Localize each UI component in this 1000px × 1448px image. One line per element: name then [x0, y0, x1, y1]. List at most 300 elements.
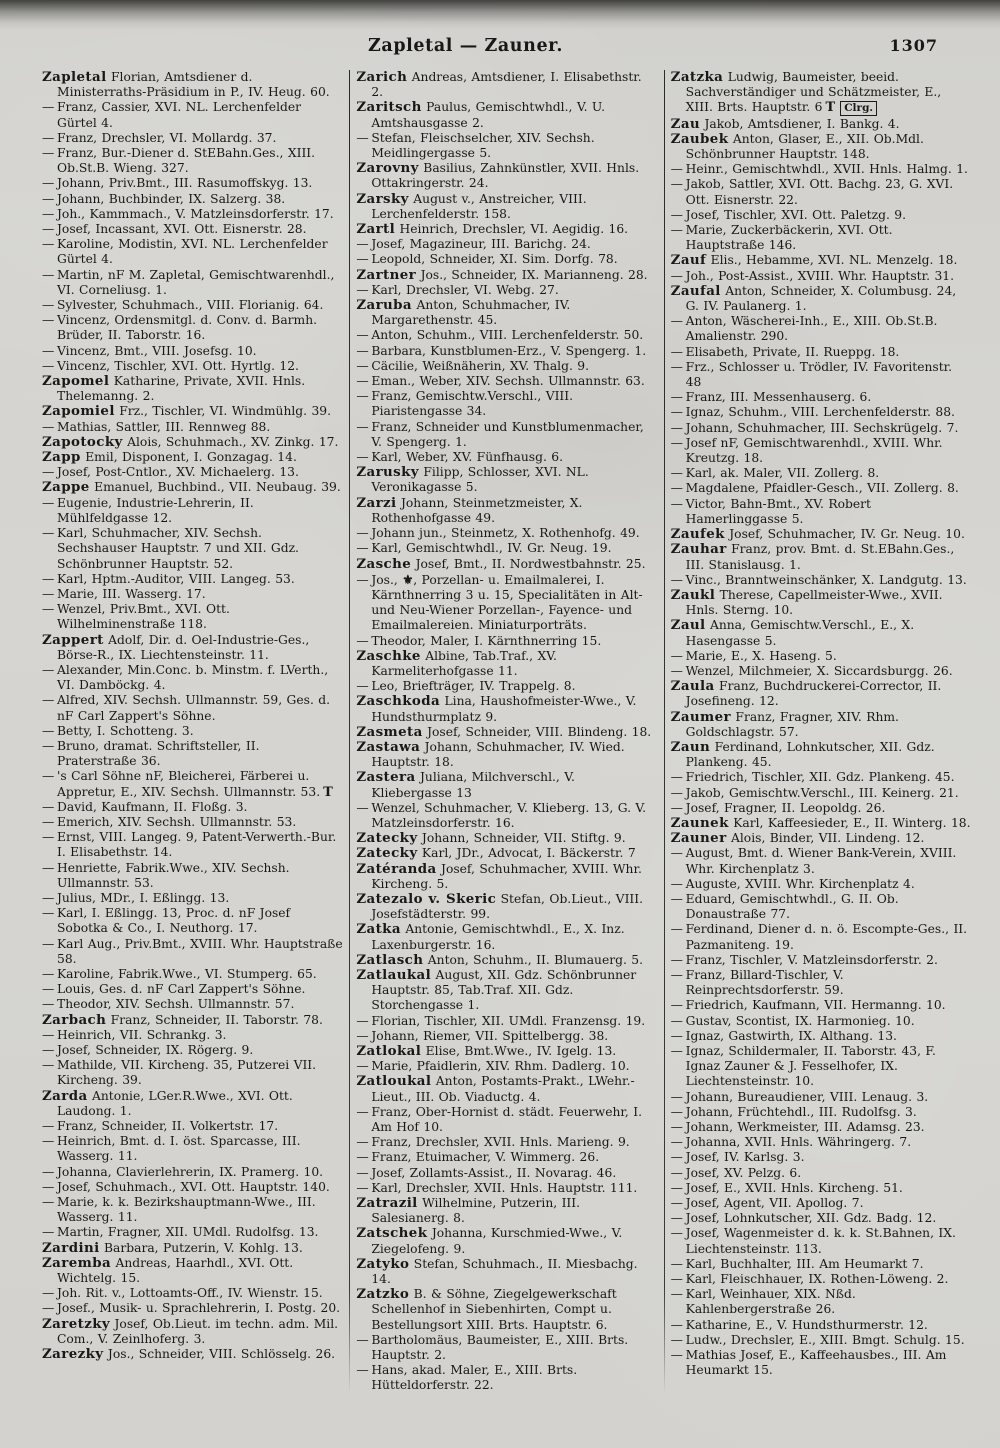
- entry-text: Franz, Schneider und Kunstblumenmacher, V. Spengerg. 1.: [371, 419, 644, 449]
- entry-text: Emil, Disponent, I. Gonzagag. 14.: [85, 450, 297, 465]
- entry-text: Eugenie, Industrie-Lehrerin, II. Mühlfeldgasse 12.: [57, 495, 254, 525]
- directory-entry: [356, 740, 657, 770]
- entry-surname: Zatlasch: [356, 951, 424, 968]
- entry-text: Sylvester, Schuhmach., VIII. Florianig. 64.: [57, 298, 324, 313]
- directory-entry: [671, 1105, 972, 1120]
- entry-text: Karl, Schuhmacher, XIV. Sechsh. Sechshauser Hauptstr. 7 und XII. Gdz. Schönbrunner Hauptstr. 52.: [57, 526, 299, 571]
- ditto-dash: —: [42, 100, 55, 115]
- ditto-dash: —: [42, 176, 55, 191]
- entry-text: Eduard, Gemischtwhdl., G. II. Ob. Donaustraße 77.: [685, 891, 899, 922]
- directory-entry: [356, 1196, 657, 1226]
- directory-entry: [356, 465, 657, 495]
- directory-entry: [356, 100, 657, 130]
- entry-surname: Zappe: [42, 479, 90, 496]
- ditto-dash: —: [42, 343, 55, 358]
- directory-entry: [42, 1180, 343, 1195]
- entry-text: Franz, Tischler, V. Matzleinsdorferstr. 2.: [685, 952, 938, 967]
- directory-entry: [671, 1014, 972, 1029]
- entry-surname: Zaretzky: [42, 1315, 111, 1332]
- entry-text: Josef, Magazineur, III. Barichg. 24.: [371, 237, 591, 252]
- directory-entry: [42, 131, 343, 146]
- ditto-dash: —: [42, 206, 55, 221]
- ditto-dash: —: [670, 435, 683, 450]
- entry-text: Johann, Schuhmacher, IV. Wied. Hauptstr. 18.: [371, 739, 625, 770]
- directory-entry: [671, 846, 972, 876]
- entry-text: Albine, Tab.Traf., XV. Karmeliterhofgasse 11.: [371, 648, 557, 678]
- scan-edge-shadow: [0, 0, 1000, 30]
- ditto-dash: —: [42, 130, 55, 145]
- directory-entry: [42, 1013, 343, 1028]
- entry-text: Anna, Gemischtw.Verschl., E., X. Hasengasse 5.: [685, 618, 915, 648]
- directory-entry: [42, 1043, 343, 1058]
- entry-text: Karl, Buchhalter, III. Am Heumarkt 7.: [685, 1256, 924, 1271]
- entry-text: Friedrich, Tischler, XII. Gdz. Plankeng. 45.: [685, 770, 955, 785]
- directory-entry: [671, 816, 972, 831]
- directory-entry: [42, 526, 343, 572]
- directory-entry: [42, 100, 343, 130]
- directory-entry: [356, 770, 657, 800]
- ditto-dash: —: [670, 663, 683, 678]
- entry-surname: Zatecky: [356, 845, 418, 862]
- directory-entry: [42, 724, 343, 739]
- entry-text: Karl, Drechsler, VI. Webg. 27.: [371, 282, 559, 297]
- entry-text: Franz, Fragner, XIV. Rhm. Goldschlagstr. 57.: [685, 709, 899, 739]
- directory-entry: [42, 192, 343, 207]
- ditto-dash: —: [356, 1180, 369, 1195]
- entry-surname: Zapotocky: [42, 433, 123, 450]
- directory-entry: [671, 786, 972, 801]
- ditto-dash: —: [42, 586, 55, 601]
- directory-entry: [356, 1363, 657, 1393]
- entry-surname: Zauhar: [670, 541, 727, 558]
- directory-entry: [356, 694, 657, 724]
- ditto-dash: —: [356, 679, 369, 694]
- entry-text: Karl, Kaffeesieder, E., II. Winterg. 18.: [733, 815, 971, 830]
- ditto-dash: —: [356, 130, 369, 145]
- entry-text: Anton, Wäscherei-Inh., E., XIII. Ob.St.B. Amalienstr. 290.: [685, 314, 938, 344]
- entry-surname: Zatloukal: [356, 1073, 432, 1090]
- entry-text: Karl, ak. Maler, VII. Zollerg. 8.: [685, 466, 880, 481]
- directory-entry: [356, 344, 657, 359]
- ditto-dash: —: [42, 1058, 55, 1073]
- entry-surname: Zarzi: [356, 494, 397, 511]
- entry-surname: Zarezky: [42, 1346, 104, 1363]
- entry-text: Franz, Schneider, II. Taborstr. 78.: [110, 1012, 323, 1027]
- entry-text: Jos., Schneider, IX. Marianneng. 28.: [420, 267, 648, 282]
- ditto-dash: —: [42, 358, 55, 373]
- ditto-dash: —: [356, 252, 369, 267]
- entry-text: Josef, Fragner, II. Leopoldg. 26.: [685, 800, 886, 815]
- directory-entry: [42, 480, 343, 495]
- directory-entry: [42, 1134, 343, 1164]
- ditto-dash: —: [670, 390, 683, 405]
- telephone-icon: T: [323, 784, 333, 800]
- directory-entry: [42, 1089, 343, 1119]
- ditto-dash: —: [42, 982, 55, 997]
- directory-entry: [356, 192, 657, 222]
- ditto-dash: —: [356, 1104, 369, 1119]
- entry-surname: Zaun: [670, 738, 711, 755]
- ditto-dash: —: [670, 466, 683, 481]
- directory-entry: [356, 1014, 657, 1029]
- entry-surname: Zaritsch: [356, 99, 422, 116]
- entry-text: Josef, Ob.Lieut. im techn. adm. Mil. Com., V. Zeinlhoferg. 3.: [57, 1316, 339, 1346]
- directory-entry: [356, 222, 657, 237]
- entry-text: Josef, Schneider, VIII. Blindeng. 18.: [427, 724, 652, 739]
- directory-entry: [356, 541, 657, 556]
- directory-entry: [671, 481, 972, 496]
- entry-text: Joh., Kammmach., V. Matzleinsdorferstr. 17.: [57, 206, 334, 221]
- ditto-dash: —: [356, 633, 369, 648]
- ditto-dash: —: [42, 313, 55, 328]
- directory-entry: [671, 284, 972, 314]
- directory-entry: [671, 421, 972, 436]
- entry-text: Vincenz, Bmt., VIII. Josefsg. 10.: [57, 343, 257, 358]
- entry-surname: Zatzka: [670, 69, 724, 85]
- directory-entry: [671, 1135, 972, 1150]
- directory-entry: [42, 496, 343, 526]
- entry-surname: Zarbach: [42, 1011, 107, 1028]
- directory-entry: [42, 344, 343, 359]
- directory-entry: [356, 420, 657, 450]
- entry-text: August, XII. Gdz. Schönbrunner Hauptstr. 85, Tab.Traf. XII. Gdz. Storchengasse 1.: [371, 967, 637, 1013]
- directory-entry: [671, 770, 972, 785]
- entry-surname: Zaunek: [670, 814, 729, 831]
- entry-text: Wilhelmine, Putzerin, III. Salesianerg. 8.: [371, 1196, 581, 1226]
- entry-text: , Porzellan- u. Emailmalerei, I. Kärnthnerring 3 u. 15, Specialitäten in Alt- und Neu-Wiener Porzellan-, Fayence- und Emailmalereien. Miniaturporträts.: [371, 572, 643, 633]
- directory-entry: [42, 1286, 343, 1301]
- entry-text: Ignaz, Schuhm., VIII. Lerchenfelderstr. 88.: [685, 405, 955, 420]
- entry-surname: Zau: [670, 115, 701, 132]
- directory-entry: [356, 1333, 657, 1363]
- entry-text: Franz, Cassier, XVI. NL. Lerchenfelder Gürtel 4.: [57, 100, 302, 130]
- entry-text: Josef, Schneider, IX. Rögerg. 9.: [57, 1043, 254, 1057]
- ditto-dash: —: [670, 846, 683, 861]
- entry-text: Ernst, VIII. Langeg. 9, Patent-Verwerth.-Bur. I. Elisabethstr. 14.: [57, 830, 337, 860]
- directory-entry: [356, 268, 657, 283]
- ditto-dash: —: [42, 526, 55, 541]
- directory-entry: [42, 420, 343, 435]
- directory-entry: [42, 587, 343, 602]
- entry-text: Josef., Musik- u. Sprachlehrerin, I. Postg. 20.: [57, 1301, 341, 1316]
- entry-text: Basilius, Zahnkünstler, XVII. Hnls. Ottakringerstr. 24.: [371, 161, 640, 191]
- entry-surname: Zapomel: [42, 373, 110, 390]
- ditto-dash: —: [42, 1134, 55, 1149]
- directory-entry: [42, 207, 343, 222]
- ditto-dash: —: [670, 998, 683, 1013]
- entry-text: Marie, k. k. Bezirkshauptmann-Wwe., III. Wasserg. 11.: [57, 1195, 316, 1225]
- entry-surname: Zarsky: [356, 190, 409, 207]
- ditto-dash: —: [356, 450, 369, 465]
- entry-text: Anton, Schuhm., II. Blumauerg. 5.: [427, 952, 644, 967]
- directory-entry: [42, 1119, 343, 1134]
- ditto-dash: —: [670, 1028, 683, 1043]
- ditto-dash: —: [42, 1027, 55, 1042]
- entry-text: Cäcilie, Weißnäherin, XV. Thalg. 9.: [371, 358, 590, 373]
- entry-text: Alois, Binder, VII. Lindeng. 12.: [730, 831, 925, 846]
- directory-entry: [671, 527, 972, 542]
- ditto-dash: —: [42, 1286, 55, 1301]
- entry-text: Joh., Post-Assist., XVIII. Whr. Hauptstr. 31.: [685, 268, 955, 283]
- directory-entry: [671, 1120, 972, 1135]
- entry-surname: Zapomiel: [42, 403, 115, 420]
- ditto-dash: —: [670, 496, 683, 511]
- entry-text: Marie, Pfaidlerin, XIV. Rhm. Dadlerg. 10.: [371, 1059, 630, 1074]
- entry-text: Jakob, Gemischtw.Verschl., III. Keinerg. 21.: [685, 785, 959, 800]
- entry-text: Barbara, Kunstblumen-Erz., V. Spengerg. 1.: [371, 343, 647, 358]
- directory-entry: [42, 663, 343, 693]
- entry-text: Karl, Gemischtwhdl., IV. Gr. Neug. 19.: [371, 541, 612, 556]
- ditto-dash: —: [670, 800, 683, 815]
- entry-surname: Zauf: [670, 252, 707, 269]
- entry-text: Franz, Bur.-Diener d. StEBahn.Ges., XIII. Ob.St.B. Wieng. 327.: [57, 146, 316, 176]
- entry-text: Josef, Tischler, XVI. Ott. Paletzg. 9.: [685, 207, 907, 222]
- entry-text: David, Kaufmann, II. Floßg. 3.: [57, 799, 248, 814]
- directory-entry: [356, 298, 657, 328]
- ditto-dash: —: [42, 830, 55, 845]
- entry-surname: Zaubek: [670, 130, 729, 147]
- directory-entry: [42, 1347, 343, 1362]
- ditto-dash: —: [356, 572, 369, 587]
- entry-surname: Zaul: [670, 617, 706, 634]
- directory-entry: [42, 800, 343, 815]
- entry-text: Josef, Wagenmeister d. k. k. St.Bahnen, IX. Liechtensteinstr. 113.: [685, 1226, 956, 1256]
- ditto-dash: —: [42, 693, 55, 708]
- entry-text: Franz, III. Messenhauserg. 6.: [685, 390, 872, 405]
- directory-entry: [671, 314, 972, 344]
- entry-text: Johanna, Clavierlehrerin, IX. Pramerg. 10.: [57, 1164, 324, 1179]
- entry-surname: Zaumer: [670, 708, 731, 725]
- directory-entry: [671, 618, 972, 648]
- directory-entry: [356, 649, 657, 679]
- entry-text: Jakob, Sattler, XVI. Ott. Bachg. 23, G. XVI. Ott. Eisnerstr. 22.: [685, 177, 954, 207]
- directory-entry: [356, 572, 657, 634]
- entry-text: Anton, Postamts-Prakt., LWehr.-Lieut., III. Ob. Viaductg. 4.: [371, 1074, 635, 1104]
- entry-text: Josef, Lohnkutscher, XII. Gdz. Badg. 12.: [685, 1211, 937, 1226]
- entry-text: Lina, Haushofmeister-Wwe., V. Hundsthurmplatz 9.: [371, 694, 637, 724]
- directory-entry: [356, 161, 657, 191]
- directory-entry: [671, 1318, 972, 1333]
- ditto-dash: —: [670, 1287, 683, 1302]
- directory-entry: [356, 237, 657, 252]
- ditto-dash: —: [670, 223, 683, 238]
- entry-surname: Zarovny: [356, 160, 419, 177]
- clrg-badge: Clrg.: [840, 101, 877, 116]
- ditto-dash: —: [670, 1044, 683, 1058]
- directory-entry: [671, 877, 972, 892]
- directory-entry: [42, 268, 343, 298]
- directory-entry: [356, 283, 657, 298]
- entry-text: Josef, Schuhmacher, IV. Gr. Neug. 10.: [729, 527, 965, 542]
- directory-entry: [671, 649, 972, 664]
- entry-text: Josef, IV. Karlsg. 3.: [685, 1150, 805, 1165]
- ditto-dash: —: [670, 785, 683, 800]
- entry-text: Martin, nF M. Zapletal, Gemischtwarenhdl., VI. Corneliusg. 1.: [57, 267, 335, 297]
- directory-entry: [671, 1029, 972, 1044]
- ditto-dash: —: [42, 1179, 55, 1194]
- column-1: [42, 70, 343, 1362]
- directory-entry: [356, 846, 657, 861]
- entry-text: Johann jun., Steinmetz, X. Rothenhofg. 49.: [371, 526, 640, 541]
- entry-surname: Zapp: [42, 449, 81, 466]
- ditto-dash: —: [670, 1256, 683, 1271]
- ditto-dash: —: [670, 922, 683, 937]
- ditto-dash: —: [356, 1028, 369, 1043]
- entry-surname: Zatezalo v. Skeric: [356, 890, 497, 907]
- entry-text: Filipp, Schlosser, XVI. NL. Veronikagasse 5.: [371, 465, 589, 495]
- entry-text: Karl, JDr., Advocat, I. Bäckerstr. 7: [421, 846, 636, 861]
- entry-text: Mathias, Sattler, III. Rennweg 88.: [57, 419, 271, 434]
- directory-entry: [671, 801, 972, 816]
- entry-text: Victor, Bahn-Bmt., XV. Robert Hamerlinggasse 5.: [685, 496, 871, 526]
- ditto-dash: —: [356, 541, 369, 556]
- entry-text: Ferdinand, Diener d. n. ö. Escompte-Ges., II. Pazmaniteng. 19.: [685, 922, 968, 952]
- entry-surname: Zasmeta: [356, 723, 423, 740]
- directory-entry: [356, 557, 657, 572]
- ditto-dash: —: [670, 1211, 683, 1226]
- ditto-dash: —: [42, 1195, 55, 1210]
- ditto-dash: —: [670, 1135, 683, 1150]
- entry-text: Betty, I. Schotteng. 3.: [57, 723, 194, 738]
- entry-surname: Zardini: [42, 1239, 100, 1256]
- ditto-dash: —: [42, 1043, 55, 1057]
- entry-text: Karl Aug., Priv.Bmt., XVIII. Whr. Hauptstraße 58.: [57, 936, 343, 966]
- ditto-dash: —: [670, 162, 683, 177]
- directory-entry: [356, 1105, 657, 1135]
- entry-text: Johann, Riemer, VII. Spittelbergg. 38.: [371, 1028, 609, 1043]
- directory-entry: [671, 1181, 972, 1196]
- ditto-dash: —: [670, 268, 683, 283]
- directory-entry: [671, 1272, 972, 1287]
- entry-surname: Zaruba: [356, 297, 413, 314]
- entry-text: Heinrich, Bmt. d. I. öst. Sparcasse, III. Wasserg. 11.: [57, 1134, 301, 1164]
- ditto-dash: —: [356, 526, 369, 541]
- directory-entry: [42, 237, 343, 267]
- entry-text: August, Bmt. d. Wiener Bank-Verein, XVIII. Whr. Kirchenplatz 3.: [685, 846, 957, 876]
- entry-text: Anton, Schuhm., VIII. Lerchenfelderstr. 50.: [371, 328, 644, 343]
- directory-entry: [671, 1090, 972, 1105]
- entry-text: Wenzel, Milchmeier, X. Siccardsburgg. 26.: [685, 663, 953, 678]
- column-2: [356, 70, 657, 1394]
- entry-text: Wenzel, Schuhmacher, V. Klieberg. 13, G. V. Matzleinsdorferstr. 16.: [371, 800, 647, 830]
- directory-entry: [42, 70, 343, 100]
- entry-text: Franz, Drechsler, XVII. Hnls. Marieng. 9.: [371, 1135, 630, 1150]
- directory-entry: [671, 253, 972, 268]
- entry-text: Franz, Billard-Tischler, V. Reinprechtsdorferstr. 59.: [685, 967, 844, 998]
- directory-entry: [356, 1257, 657, 1287]
- directory-entry: [42, 891, 343, 906]
- directory-entry: [42, 739, 343, 769]
- directory-entry: [356, 70, 657, 100]
- entry-text: Karoline, Fabrik.Wwe., VI. Stumperg. 65.: [57, 966, 317, 981]
- directory-entry: [671, 466, 972, 481]
- directory-entry: [671, 70, 972, 117]
- ditto-dash: —: [670, 1104, 683, 1119]
- entry-text: Emerich, XIV. Sechsh. Ullmannstr. 53.: [57, 814, 297, 829]
- ditto-dash: —: [356, 1363, 369, 1378]
- entry-text: Andreas, Haarhdl., XVI. Ott. Wichtelg. 15.: [57, 1255, 294, 1286]
- directory-entry: [356, 831, 657, 846]
- directory-entry: [671, 223, 972, 253]
- directory-entry: [671, 679, 972, 709]
- entry-text: Elise, Bmt.Wwe., IV. Igelg. 13.: [425, 1044, 617, 1058]
- entry-text: Karl, I. Eßlingg. 13, Proc. d. nF Josef Sobotka & Co., I. Neuthorg. 17.: [57, 906, 291, 936]
- directory-entry: [671, 1348, 972, 1378]
- entry-text: Antonie, Gemischtwhdl., E., X. Inz. Laxenburgerstr. 16.: [371, 922, 625, 952]
- entry-surname: Zarich: [356, 69, 408, 85]
- entry-text: Franz, Gemischtw.Verschl., VIII. Piaristengasse 34.: [371, 389, 574, 419]
- ditto-dash: —: [42, 890, 55, 905]
- directory-entry: [356, 389, 657, 419]
- entry-text: Heinr., Gemischtwhdl., XVII. Hnls. Halmg. 1.: [685, 162, 968, 177]
- entry-text: Mathias Josef, E., Kaffeehausbes., III. Am Heumarkt 15.: [685, 1348, 947, 1378]
- directory-entry: [671, 1196, 972, 1211]
- directory-entry: [356, 1166, 657, 1181]
- ditto-dash: —: [356, 374, 369, 389]
- ditto-dash: —: [670, 207, 683, 222]
- ditto-dash: —: [356, 328, 369, 343]
- directory-entry: [671, 1166, 972, 1181]
- directory-entry: [356, 679, 657, 694]
- directory-entry: [356, 1150, 657, 1165]
- entry-text: Bruno, dramat. Schriftsteller, II. Praterstraße 36.: [57, 738, 260, 769]
- directory-entry: [42, 313, 343, 343]
- ditto-dash: —: [42, 602, 55, 617]
- entry-text: Josef, Bmt., II. Nordwestbahnstr. 25.: [415, 556, 646, 571]
- entry-surname: Zaremba: [42, 1254, 112, 1271]
- entry-text: Josef, Post-Cntlor., XV. Michaelerg. 13.: [57, 465, 299, 480]
- directory-entry: [671, 892, 972, 922]
- ditto-dash: —: [356, 1135, 369, 1150]
- entry-text: August v., Anstreicher, VIII. Lerchenfelderstr. 158.: [371, 191, 587, 221]
- directory-entry: [671, 436, 972, 466]
- directory-entry: [356, 1074, 657, 1104]
- directory-entry: [671, 208, 972, 223]
- ditto-dash: —: [356, 389, 369, 404]
- directory-entry: [356, 1044, 657, 1059]
- entry-text: Leo, Briefträger, IV. Trappelg. 8.: [371, 679, 576, 694]
- entry-text: Vincenz, Ordensmitgl. d. Conv. d. Barmh. Brüder, II. Taborstr. 16.: [57, 313, 318, 343]
- entry-text: B. & Söhne, Ziegelgewerkschaft Schellenhof in Siebenhirten, Compt u. Bestellungsort XIII. Brts. Hauptstr. 6.: [371, 1287, 617, 1332]
- ditto-dash: —: [42, 237, 55, 252]
- directory-entry: [671, 968, 972, 998]
- entry-text: Johann, Bureaudiener, VIII. Lenaug. 3.: [685, 1089, 929, 1104]
- ditto-dash: —: [42, 799, 55, 814]
- entry-text: Franz, Drechsler, VI. Mollardg. 37.: [57, 130, 277, 145]
- directory-entry: [356, 953, 657, 968]
- entry-text: Martin, Fragner, XII. UMdl. Rudolfsg. 13.: [57, 1225, 319, 1240]
- directory-entry: [356, 1029, 657, 1044]
- entry-text: Josef, E., XVII. Hnls. Kircheng. 51.: [685, 1180, 903, 1195]
- entry-text: Ignaz, Schildermaler, II. Taborstr. 43, F. Ignaz Zauner & J. Fesselhofer, IX. Liechtensteinstr. 10.: [685, 1044, 936, 1089]
- ditto-dash: —: [670, 1013, 683, 1028]
- entry-surname: Zatyko: [356, 1255, 410, 1272]
- entry-text: Josef, Agent, VII. Apollog. 7.: [685, 1196, 864, 1211]
- entry-text: Frz., Tischler, VI. Windmühlg. 39.: [119, 404, 332, 419]
- directory-entry: [356, 725, 657, 740]
- ditto-dash: —: [356, 1150, 369, 1165]
- ditto-dash: —: [42, 723, 55, 738]
- entry-text: Vincenz, Tischler, XVI. Ott. Hyrtlg. 12.: [57, 358, 299, 373]
- ditto-dash: —: [356, 800, 369, 815]
- ditto-dash: —: [356, 1013, 369, 1028]
- directory-entry: [356, 359, 657, 374]
- entry-text: Antonie, LGer.R.Wwe., XVI. Ott. Laudong. 1.: [57, 1088, 293, 1118]
- entry-text: Karl, Weber, XV. Fünfhausg. 6.: [371, 450, 564, 465]
- entry-text: Josef, Incassant, XVI. Ott. Eisnerstr. 28.: [57, 222, 307, 237]
- directory-entry: [42, 1256, 343, 1286]
- ditto-dash: —: [356, 419, 369, 434]
